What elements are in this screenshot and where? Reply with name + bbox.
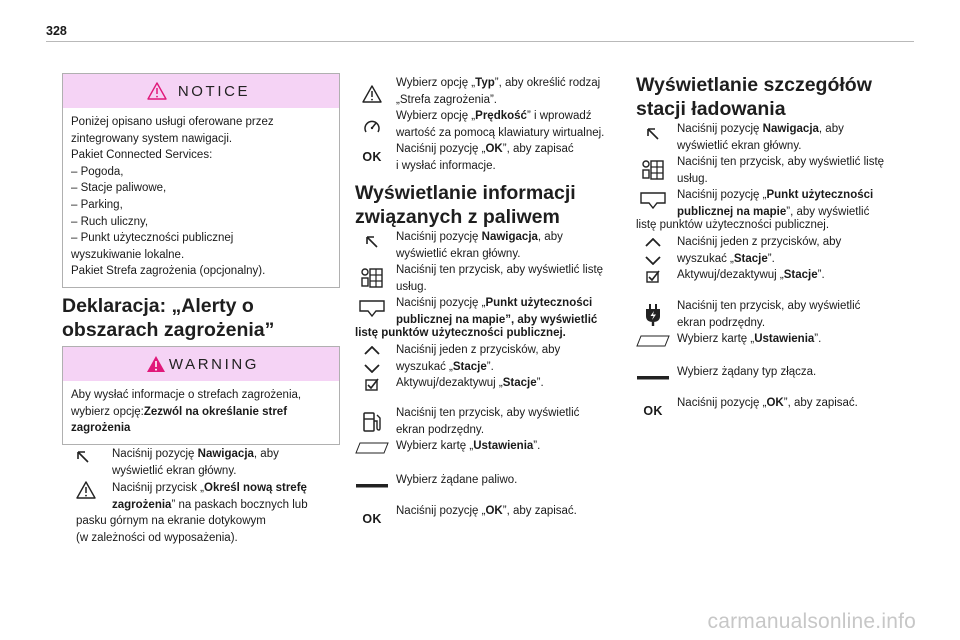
s2-step-chevrons: Naciśnij jeden z przycisków, aby wyszukać „Stacje”. [355,342,560,375]
step-define-zone: Naciśnij przycisk „Określ nową strefę zagrożenia” na paskach bocznych lub [76,480,308,513]
section1-heading: Deklaracja: „Alerty o obszarach zagrożenia” [62,295,275,341]
settings-tab-icon [636,331,670,348]
speed-gauge-icon [355,108,389,141]
notice-line: – Parking, [71,198,123,211]
ok-button-icon: OK [643,404,663,418]
s3-step-subscreen: Naciśnij ten przycisk, aby wyświetlić ekran podrzędny. [636,298,860,331]
settings-tab-icon [355,438,389,455]
notice-body [63,108,339,287]
notice-line: wyszukiwanie lokalne. [71,248,185,261]
step-type: Wybierz opcję „Typ”, aby określić rodzaj „Strefa zagrożenia”. [355,75,600,108]
notice-line: – Pogoda, [71,165,124,178]
notice-line: – Punkt użyteczności publicznej [71,232,234,245]
checkbox-icon [355,375,389,392]
s2-step-navigation: Naciśnij pozycję Nawigacja, aby wyświetlić ekran główny. [355,229,563,262]
s3-step-ok: OK Naciśnij pozycję „OK”, aby zapisać. [636,395,858,418]
ok-button-icon: OK [362,512,382,526]
ok-button-icon: OK [362,150,382,164]
top-divider [46,41,914,42]
ev-plug-icon [636,298,670,331]
notice-line: – Ruch uliczny, [71,215,149,228]
step-speed: Wybierz opcję „Prędkość” i wprowadź wartość za pomocą klawiatury wirtualnej. [355,108,604,141]
s3-step-services: Naciśnij ten przycisk, aby wyświetlić listę usług. [636,154,884,187]
chevron-up-icon [645,238,661,247]
notice-header [63,74,339,108]
watermark: carmanualsonline.info [707,610,916,633]
warning-title: WARNING [168,355,260,373]
s2-step-fuel: Wybierz żądane paliwo. [355,472,517,489]
warning-body: Aby wysłać informacje o strefach zagrożenia, wybierz opcję:Zezwól na określanie stref zagrożenia [71,389,302,435]
checkbox-icon [636,267,670,284]
services-grid-icon [355,262,389,295]
notice-line: Pakiet Connected Services: [71,149,213,162]
notice-line: Pakiet Strefa zagrożenia (opcjonalny). [71,265,266,278]
s2-step-ok: OK Naciśnij pozycję „OK”, aby zapisać. [355,503,577,526]
selection-bar-icon [355,472,389,489]
s2-step-settings-tab: Wybierz kartę „Ustawienia”. [355,438,540,455]
section3-heading: Wyświetlanie szczegółów stacji ładowania [636,74,872,120]
s3-step-navigation: Naciśnij pozycję Nawigacja, aby wyświetlić ekran główny. [636,121,844,154]
navigation-arrow-icon [355,229,389,262]
s2-step-services: Naciśnij ten przycisk, aby wyświetlić listę usług. [355,262,603,295]
warning-box [62,346,340,445]
page-number: 328 [46,24,67,38]
poi-map-icon [355,295,389,328]
warning-triangle-icon [147,82,167,100]
s3-step-settings-tab: Wybierz kartę „Ustawienia”. [636,331,821,348]
notice-line: – Stacje paliwowe, [71,182,167,195]
s3-step-toggle: Aktywuj/dezaktywuj „Stacje”. [636,267,825,284]
step-ok-send: OK Naciśnij pozycję „OK”, aby zapisać i wysłać informacje. [355,141,574,174]
s3-step-chevrons: Naciśnij jeden z przycisków, aby wyszukać „Stacje”. [636,234,841,267]
step-navigation: Naciśnij pozycję Nawigacja, aby wyświetlić ekran główny. [76,446,279,479]
s2-step-toggle: Aktywuj/dezaktywuj „Stacje”. [355,375,544,392]
notice-title: NOTICE [177,82,251,100]
step-define-zone-tail: pasku górnym na ekranie dotykowym (w zależności od wyposażenia). [76,515,266,544]
s3-step-poi-tail: listę punktów użyteczności publicznej. [636,219,830,231]
notice-line: Poniżej opisano usługi oferowane przez [71,116,274,128]
warning-triangle-icon [76,480,100,513]
notice-box [62,73,340,288]
s3-step-connector: Wybierz żądany typ złącza. [636,364,816,381]
fuel-station-icon [355,405,389,438]
selection-bar-icon [636,364,670,381]
warning-triangle-icon [146,355,166,373]
s3-step-poi: Naciśnij pozycję „Punkt użyteczności publicznej na mapie”, aby wyświetlić [636,187,873,220]
navigation-arrow-icon [76,446,100,479]
services-grid-icon [636,154,670,187]
chevron-down-icon [364,364,380,373]
s2-step-subscreen: Naciśnij ten przycisk, aby wyświetlić ekran podrzędny. [355,405,579,438]
navigation-arrow-icon [636,121,670,154]
s2-step-poi-tail: listę punktów użyteczności publicznej. [355,327,566,339]
warning-header [63,347,339,381]
chevron-up-icon [364,346,380,355]
poi-map-icon [636,187,670,220]
warning-triangle-icon [355,75,389,108]
s2-step-poi: Naciśnij pozycję „Punkt użyteczności publicznej na mapie”, aby wyświetlić [355,295,597,328]
chevron-down-icon [645,256,661,265]
section2-heading: Wyświetlanie informacji związanych z paliwem [355,182,576,228]
notice-line: zintegrowany system nawigacji. [71,132,233,145]
